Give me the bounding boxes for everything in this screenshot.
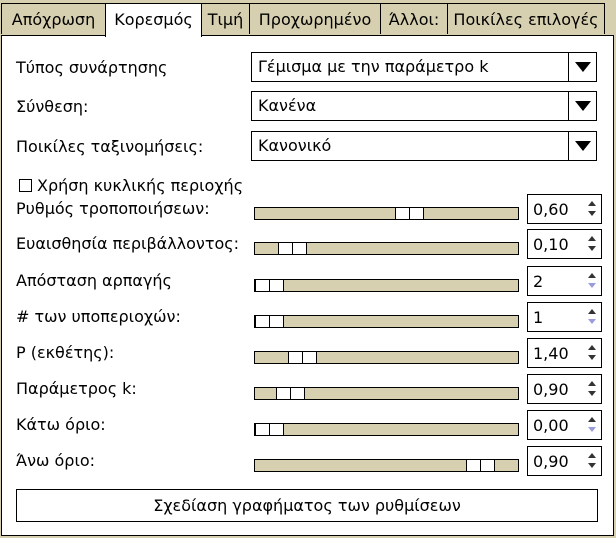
arrow-up-icon[interactable] xyxy=(588,345,596,350)
grab-distance-value: 2 xyxy=(533,272,544,291)
cyclic-range-checkbox[interactable] xyxy=(19,176,243,195)
environment-sensitivity-label: Ευαισθησία περιβάλλοντος: xyxy=(16,234,240,253)
subregions-spinbox[interactable] xyxy=(527,302,602,332)
plot-settings-button[interactable]: Σχεδίαση γραφήματος των ρυθμίσεων xyxy=(16,489,598,522)
lower-limit-spinbox[interactable] xyxy=(527,410,602,440)
arrow-down-icon[interactable] xyxy=(588,246,596,251)
environment-sensitivity-value: 0,10 xyxy=(533,235,569,254)
spin-arrows-icon[interactable] xyxy=(587,380,597,400)
change-rate-spinbox[interactable] xyxy=(527,194,602,224)
arrow-up-icon[interactable] xyxy=(588,201,596,206)
arrow-down-icon[interactable] xyxy=(588,427,596,432)
spin-arrows-icon[interactable] xyxy=(587,272,597,292)
function-type-label: Τύπος συνάρτησης xyxy=(16,58,168,77)
slider-thumb-handle[interactable] xyxy=(278,242,307,255)
arrow-up-icon[interactable] xyxy=(588,273,596,278)
spin-arrows-icon[interactable] xyxy=(587,416,597,436)
slider-thumb-handle[interactable] xyxy=(255,315,284,328)
subregions-value: 1 xyxy=(533,308,544,327)
grab-distance-label: Απόσταση αρπαγής xyxy=(16,271,172,290)
arrow-down-icon[interactable] xyxy=(588,211,596,216)
subregions-label: # των υποπεριοχών: xyxy=(16,307,181,326)
tab-hue[interactable]: Απόχρωση xyxy=(1,3,106,34)
upper-limit-spinbox[interactable] xyxy=(527,446,602,476)
k-parameter-label: Παράμετρος k: xyxy=(16,379,137,398)
tab-misc-options[interactable]: Ποικίλες επιλογές xyxy=(447,3,605,34)
composition-label: Σύνθεση: xyxy=(16,97,89,116)
ordering-value: Κανονικό xyxy=(258,136,332,155)
arrow-up-icon[interactable] xyxy=(588,453,596,458)
spin-arrows-icon[interactable] xyxy=(587,308,597,328)
saturation-panel xyxy=(1,35,614,536)
slider-thumb-handle[interactable] xyxy=(276,387,305,400)
slider-thumb-handle[interactable] xyxy=(255,423,284,436)
upper-limit-label: Άνω όριο: xyxy=(16,451,96,470)
composition-value: Κανένα xyxy=(258,96,317,115)
arrow-down-icon[interactable] xyxy=(588,319,596,324)
slider-thumb-handle[interactable] xyxy=(288,351,317,364)
chevron-down-icon[interactable] xyxy=(568,132,596,160)
spin-arrows-icon[interactable] xyxy=(587,452,597,472)
upper-limit-slider[interactable] xyxy=(254,459,519,472)
p-exponent-label: P (εκθέτης): xyxy=(16,343,115,362)
k-parameter-slider[interactable] xyxy=(254,387,519,400)
environment-sensitivity-slider[interactable] xyxy=(254,242,519,255)
tab-saturation[interactable]: Κορεσμός xyxy=(105,3,202,37)
arrow-up-icon[interactable] xyxy=(588,381,596,386)
chevron-down-icon[interactable] xyxy=(568,53,596,81)
environment-sensitivity-spinbox[interactable] xyxy=(527,229,602,259)
arrow-down-icon[interactable] xyxy=(588,391,596,396)
change-rate-slider[interactable] xyxy=(254,207,519,220)
composition-combo[interactable] xyxy=(251,91,597,121)
arrow-down-icon[interactable] xyxy=(588,283,596,288)
tab-other[interactable]: Άλλοι: xyxy=(380,3,448,34)
k-parameter-spinbox[interactable] xyxy=(527,374,602,404)
change-rate-value: 0,60 xyxy=(533,200,569,219)
change-rate-label: Ρυθμός τροποποιήσεων: xyxy=(16,199,210,218)
p-exponent-slider[interactable] xyxy=(254,351,519,364)
spin-arrows-icon[interactable] xyxy=(587,200,597,220)
ordering-label: Ποικίλες ταξινομήσεις: xyxy=(16,137,204,156)
arrow-up-icon[interactable] xyxy=(588,236,596,241)
upper-limit-value: 0,90 xyxy=(533,452,569,471)
arrow-down-icon[interactable] xyxy=(588,355,596,360)
slider-thumb-handle[interactable] xyxy=(466,459,495,472)
arrow-up-icon[interactable] xyxy=(588,309,596,314)
lower-limit-slider[interactable] xyxy=(254,423,519,436)
tab-advanced[interactable]: Προχωρημένο xyxy=(249,3,381,34)
chevron-down-icon[interactable] xyxy=(568,92,596,120)
k-parameter-value: 0,90 xyxy=(533,380,569,399)
p-exponent-value: 1,40 xyxy=(533,344,569,363)
slider-thumb-handle[interactable] xyxy=(255,279,284,292)
grab-distance-spinbox[interactable] xyxy=(527,266,602,296)
arrow-down-icon[interactable] xyxy=(588,463,596,468)
lower-limit-value: 0,00 xyxy=(533,416,569,435)
checkbox-icon[interactable] xyxy=(19,179,32,192)
lower-limit-label: Κάτω όριο: xyxy=(16,415,106,434)
slider-thumb-handle[interactable] xyxy=(395,207,424,220)
p-exponent-spinbox[interactable] xyxy=(527,338,602,368)
subregions-slider[interactable] xyxy=(254,315,519,328)
spin-arrows-icon[interactable] xyxy=(587,344,597,364)
arrow-up-icon[interactable] xyxy=(588,417,596,422)
tab-bar xyxy=(1,3,615,36)
spin-arrows-icon[interactable] xyxy=(587,235,597,255)
cyclic-range-label: Χρήση κυκλικής περιοχής xyxy=(37,176,244,195)
grab-distance-slider[interactable] xyxy=(254,279,519,292)
function-type-value: Γέμισμα με την παράμετρο k xyxy=(258,57,489,76)
function-type-combo[interactable] xyxy=(251,52,597,82)
ordering-combo[interactable] xyxy=(251,131,597,161)
tab-value[interactable]: Τιμή xyxy=(201,3,250,34)
